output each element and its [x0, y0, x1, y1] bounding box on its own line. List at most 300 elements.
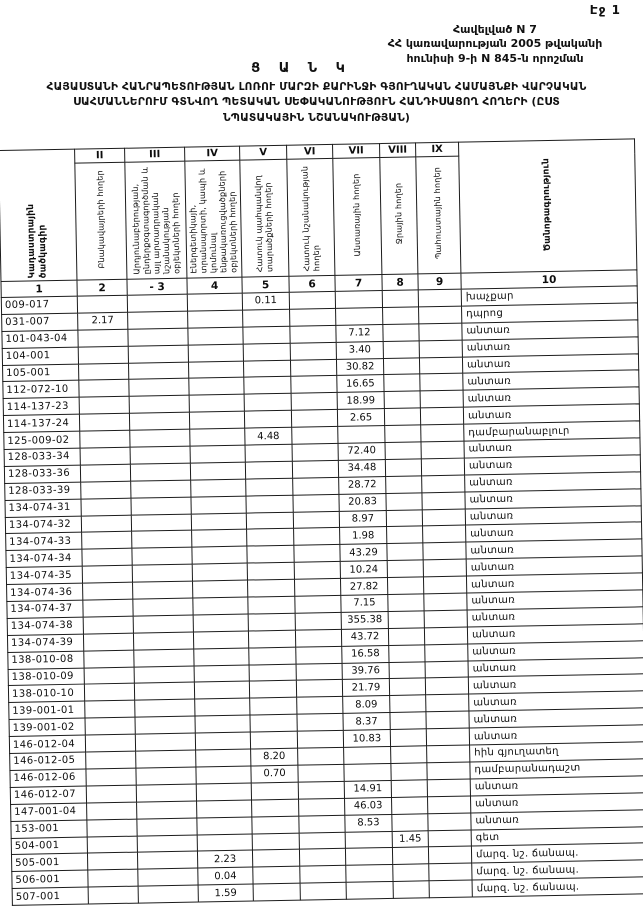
area-value-cell — [290, 359, 336, 377]
note-cell: անտառ — [469, 725, 643, 745]
area-value-cell: 20.83 — [339, 493, 386, 511]
area-value-cell — [197, 834, 252, 852]
area-value-cell — [300, 882, 346, 900]
roman-numeral-VIII: VIII — [380, 143, 416, 158]
area-value-cell — [297, 697, 343, 715]
area-value-cell — [299, 798, 345, 816]
area-value-cell — [424, 593, 467, 611]
area-value-cell — [191, 496, 246, 514]
area-value-cell — [133, 581, 193, 599]
area-value-cell: 1.45 — [392, 830, 428, 848]
area-value-cell — [392, 813, 428, 831]
cadastral-code-header-text: Կադաստրային ծածկագիր — [26, 203, 49, 279]
area-value-cell — [336, 307, 383, 325]
area-value-cell: 0.70 — [251, 765, 298, 783]
subtitle-line: ՍԱՀՄԱՆՆԵՐՈՒՄ ԳՏՆՎՈՂ ՊԵՏԱԿԱՆ ՍԵՓԱԿԱՆՈՒԹՅՈՒՆ ՀԱՆԴԻՍԱՑՈՂ ՀՈՂԵՐԻ (ԸՍՏ — [73, 96, 560, 109]
area-value-cell — [191, 479, 246, 497]
category-header-col-5 — [240, 159, 289, 277]
area-value-cell — [138, 885, 198, 903]
note-cell: անտառ — [464, 455, 640, 475]
area-value-cell — [248, 630, 295, 648]
area-value-cell: 21.79 — [342, 679, 389, 697]
area-value-cell — [195, 715, 250, 733]
area-value-cell — [84, 684, 134, 702]
note-cell: անտառ — [466, 522, 642, 542]
note-cell: անտառ — [469, 691, 643, 711]
area-value-cell — [131, 497, 191, 515]
area-value-cell — [427, 762, 470, 780]
area-value-cell — [194, 648, 249, 666]
area-value-cell — [244, 377, 291, 395]
category-header-col-4 — [185, 160, 242, 278]
area-value-cell — [385, 459, 421, 477]
area-value-cell — [190, 445, 245, 463]
area-value-cell — [426, 728, 469, 746]
appendix-line: ՀՀ կառավարության 2005 թվականի — [387, 37, 603, 51]
column-number-7: 7 — [335, 275, 382, 292]
area-value-cell — [188, 327, 243, 345]
area-value-cell — [249, 664, 296, 682]
area-value-cell — [80, 447, 130, 465]
area-value-cell — [196, 766, 251, 784]
area-value-cell — [297, 730, 343, 748]
area-value-cell — [79, 380, 129, 398]
area-value-cell — [391, 797, 427, 815]
area-value-cell — [386, 476, 422, 494]
column-number-1: 1 — [1, 280, 77, 297]
note-cell: անտառ — [470, 793, 643, 813]
column-number-6: 6 — [289, 275, 335, 292]
area-value-cell — [386, 509, 422, 527]
area-value-cell — [297, 714, 343, 732]
area-value-cell — [135, 716, 195, 734]
area-value-cell — [189, 394, 244, 412]
roman-numeral-VII: VII — [333, 144, 380, 159]
area-value-cell — [383, 324, 419, 342]
area-value-cell — [383, 341, 419, 359]
area-value-cell — [249, 647, 296, 665]
area-value-cell: 30.82 — [336, 358, 383, 376]
cadastral-code-cell: 134-074-35 — [6, 566, 82, 584]
area-value-cell — [128, 311, 188, 329]
area-value-cell — [83, 582, 133, 600]
area-value-cell — [346, 882, 393, 900]
area-value-cell — [298, 747, 344, 765]
area-value-cell — [387, 577, 423, 595]
note-cell: անտառ — [462, 320, 638, 340]
note-cell: անտառ — [470, 776, 643, 796]
area-value-cell: 8.53 — [345, 814, 392, 832]
area-value-cell — [252, 833, 299, 851]
area-value-cell — [295, 595, 341, 613]
area-value-cell: 8.37 — [343, 713, 390, 731]
area-value-cell — [188, 310, 243, 328]
area-value-cell — [246, 478, 293, 496]
area-value-cell — [292, 427, 338, 445]
area-value-cell — [420, 407, 463, 425]
area-value-cell: 2.65 — [337, 409, 384, 427]
area-value-cell — [388, 628, 424, 646]
area-value-cell — [419, 306, 462, 324]
column-number-3: - 3 — [127, 278, 187, 295]
area-value-cell: 28.72 — [339, 476, 386, 494]
area-value-cell — [247, 579, 294, 597]
document-title: Ց Ա Ն Կ — [251, 61, 352, 76]
area-value-cell — [294, 562, 340, 580]
area-value-cell — [134, 649, 194, 667]
note-cell: մարզ. նշ. ճանապ. — [472, 877, 643, 897]
area-value-cell: 14.91 — [344, 780, 391, 798]
area-value-cell — [427, 779, 470, 797]
area-value-cell — [393, 864, 429, 882]
area-value-cell — [244, 410, 291, 428]
cadastral-code-cell: 153-001 — [11, 820, 87, 838]
appendix-line: հունիսի 9-ի N 845-ն որոշման — [406, 51, 584, 65]
area-value-cell — [129, 412, 189, 430]
area-value-cell — [86, 785, 136, 803]
area-value-cell — [248, 596, 295, 614]
note-cell: անտառ — [468, 674, 643, 694]
area-value-cell — [299, 832, 345, 850]
cadastral-code-cell: 114-137-24 — [3, 414, 79, 432]
area-value-cell — [83, 633, 133, 651]
area-value-cell — [424, 610, 467, 628]
note-cell: մարզ. նշ. ճանապ. — [471, 843, 643, 863]
area-value-cell — [383, 357, 419, 375]
area-value-cell: 8.09 — [343, 696, 390, 714]
cadastral-code-cell: 134-074-38 — [7, 617, 83, 635]
category-header-text: Ջրային հողեր — [393, 182, 404, 245]
column-number-2: 2 — [77, 279, 127, 296]
area-value-cell — [81, 498, 131, 516]
area-value-cell — [392, 847, 428, 865]
roman-numeral-IV: IV — [185, 146, 240, 161]
cadastral-code-cell: 139-001-02 — [9, 718, 85, 736]
area-value-cell: 43.29 — [340, 544, 387, 562]
area-value-cell — [292, 443, 338, 461]
category-header-col-2 — [75, 162, 127, 280]
note-cell: անտառ — [469, 708, 643, 728]
area-value-cell — [247, 529, 294, 547]
area-value-cell — [87, 802, 137, 820]
area-value-cell — [79, 413, 129, 431]
area-value-cell — [391, 763, 427, 781]
land-parcels-table — [0, 138, 643, 906]
area-value-cell — [189, 378, 244, 396]
area-value-cell — [128, 328, 188, 346]
area-value-cell — [385, 442, 421, 460]
cadastral-code-cell: 507-001 — [12, 887, 88, 905]
category-header-col-9 — [416, 156, 461, 274]
roman-numeral-IX: IX — [416, 142, 459, 157]
area-value-cell — [424, 627, 467, 645]
area-value-cell: 0.04 — [198, 867, 253, 885]
area-value-cell — [85, 717, 135, 735]
note-cell: անտառ — [467, 590, 643, 610]
area-value-cell — [83, 616, 133, 634]
note-cell: անտառ — [468, 641, 643, 661]
note-cell: հին գյուղատեղ — [470, 742, 643, 762]
column-number-4: 4 — [187, 277, 242, 294]
area-value-cell — [190, 462, 245, 480]
column-number-8: 8 — [382, 274, 418, 291]
area-value-cell — [300, 866, 346, 884]
area-value-cell — [293, 511, 339, 529]
area-value-cell — [243, 309, 290, 327]
area-value-cell — [78, 346, 128, 364]
area-value-cell — [292, 460, 338, 478]
area-value-cell: 34.48 — [338, 459, 385, 477]
area-value-cell — [382, 290, 418, 308]
roman-numeral-III: III — [125, 147, 185, 162]
area-value-cell — [293, 494, 339, 512]
area-value-cell — [196, 783, 251, 801]
area-value-cell — [428, 846, 471, 864]
area-value-cell — [419, 323, 462, 341]
cadastral-code-cell: 138-010-10 — [8, 685, 84, 703]
cadastral-code-cell: 146-012-05 — [10, 752, 86, 770]
area-value-cell — [426, 694, 469, 712]
note-cell: անտառ — [463, 387, 639, 407]
area-value-cell — [197, 817, 252, 835]
area-value-cell — [79, 397, 129, 415]
area-value-cell — [250, 698, 297, 716]
area-value-cell — [190, 428, 245, 446]
area-value-cell — [389, 678, 425, 696]
area-value-cell — [136, 767, 196, 785]
column-number-10: 10 — [461, 270, 637, 289]
area-value-cell — [134, 683, 194, 701]
appendix-reference-block — [360, 23, 630, 66]
area-value-cell — [252, 850, 299, 868]
area-value-cell — [419, 340, 462, 358]
area-value-cell — [289, 291, 335, 309]
area-value-cell — [187, 293, 242, 311]
area-value-cell — [193, 614, 248, 632]
cadastral-code-column-header — [0, 149, 77, 281]
area-value-cell — [133, 632, 193, 650]
area-value-cell — [80, 430, 130, 448]
area-value-cell — [418, 289, 461, 307]
area-value-cell — [136, 784, 196, 802]
subtitle-line: ՀԱՅԱՍՏԱՆԻ ՀԱՆՐԱՊԵՏՈՒԹՅԱՆ ԼՈՌՈՒ ՄԱՐԶԻ ՔԱՐԻՆՋԻ ԳՅՈՒՂԱԿԱՆ ՀԱՄԱՅՆՔԻ ՎԱՐՉԱԿԱՆ — [46, 81, 587, 93]
area-value-cell — [88, 886, 138, 904]
area-value-cell — [132, 564, 192, 582]
category-header-text: Հատուկ պահպանվող տարածքների հողեր — [253, 175, 275, 273]
area-value-cell — [86, 751, 136, 769]
cadastral-code-cell: 105-001 — [3, 364, 79, 382]
roman-numeral-VI: VI — [287, 144, 333, 159]
area-value-cell — [252, 799, 299, 817]
note-cell: դամբարանադաշտ — [470, 759, 643, 779]
area-value-cell — [80, 464, 130, 482]
area-value-cell — [384, 391, 420, 409]
area-value-cell: 10.24 — [340, 561, 387, 579]
category-header-text: Արդյունաբերության, ընդերքօգտագործման և այլ արտադրական նշանակության օբյեկտների հողեր — [130, 166, 181, 275]
land-parcels-table-wrap — [0, 138, 643, 906]
area-value-cell — [250, 714, 297, 732]
area-value-cell: 7.12 — [336, 324, 383, 342]
area-value-cell — [296, 663, 342, 681]
area-value-cell: 8.97 — [339, 510, 386, 528]
area-value-cell — [188, 361, 243, 379]
area-value-cell — [87, 819, 137, 837]
area-value-cell — [79, 363, 129, 381]
area-value-cell — [128, 362, 188, 380]
area-value-cell — [131, 514, 191, 532]
area-value-cell — [195, 698, 250, 716]
area-value-cell — [344, 763, 391, 781]
cadastral-code-cell: 104-001 — [2, 347, 78, 365]
area-value-cell — [344, 747, 391, 765]
category-header-text: Պահուստային հողեր — [432, 166, 444, 260]
note-cell: անտառ — [463, 370, 639, 390]
subtitle-line: ՆՊԱՏԱԿԱՅԻՆ ՆՇԱՆԱԿՈՒԹՅԱՆ) — [222, 111, 411, 124]
area-value-cell — [130, 463, 190, 481]
note-column-header — [459, 139, 637, 273]
note-cell: անտառ — [463, 404, 639, 424]
cadastral-code-cell: 031-007 — [2, 313, 78, 331]
area-value-cell — [389, 661, 425, 679]
note-cell: դպրոց — [462, 303, 638, 323]
area-value-cell — [251, 782, 298, 800]
area-value-cell — [247, 546, 294, 564]
area-value-cell — [421, 424, 464, 442]
area-value-cell — [338, 426, 385, 444]
cadastral-code-cell: 114-137-23 — [3, 397, 79, 415]
cadastral-code-cell: 112-072-10 — [3, 381, 79, 399]
note-cell: անտառ — [465, 472, 641, 492]
area-value-cell — [188, 344, 243, 362]
note-cell: անտառ — [467, 624, 643, 644]
table-body — [1, 286, 643, 906]
area-value-cell — [135, 733, 195, 751]
category-header-text: Անտառային հողեր — [351, 172, 363, 257]
area-value-cell — [294, 579, 340, 597]
area-value-cell — [129, 379, 189, 397]
column-number-5: 5 — [242, 276, 289, 293]
cadastral-code-cell: 146-012-04 — [9, 735, 85, 753]
cadastral-code-cell: 101-043-04 — [2, 330, 78, 348]
area-value-cell — [134, 666, 194, 684]
area-value-cell — [194, 682, 249, 700]
area-value-cell — [299, 815, 345, 833]
area-value-cell — [193, 597, 248, 615]
area-value-cell: 7.15 — [341, 595, 388, 613]
area-value-cell — [428, 830, 471, 848]
area-value-cell — [335, 291, 382, 309]
area-value-cell — [295, 629, 341, 647]
cadastral-code-cell: 009-017 — [1, 296, 77, 314]
cadastral-code-cell: 128-033-39 — [5, 482, 81, 500]
area-value-cell — [383, 307, 419, 325]
area-value-cell — [82, 532, 132, 550]
area-value-cell — [192, 563, 247, 581]
note-cell: անտառ — [466, 539, 642, 559]
cadastral-code-cell: 128-033-36 — [4, 465, 80, 483]
area-value-cell — [253, 883, 300, 901]
area-value-cell — [390, 695, 426, 713]
area-value-cell — [243, 360, 290, 378]
page-number-label: Էջ 1 — [589, 3, 621, 17]
area-value-cell: 27.82 — [340, 578, 387, 596]
area-value-cell — [131, 480, 191, 498]
area-value-cell — [137, 801, 197, 819]
area-value-cell — [87, 853, 137, 871]
area-value-cell — [82, 549, 132, 567]
area-value-cell — [296, 646, 342, 664]
document-subtitle — [4, 80, 629, 126]
area-value-cell — [81, 481, 131, 499]
note-cell: մարզ. նշ. ճանապ. — [472, 860, 643, 880]
category-header-col-6 — [287, 158, 335, 276]
area-value-cell — [422, 509, 465, 527]
area-value-cell: 18.99 — [337, 392, 384, 410]
area-value-cell — [423, 576, 466, 594]
cadastral-code-cell: 147-001-04 — [11, 803, 87, 821]
area-value-cell — [386, 493, 422, 511]
area-value-cell — [247, 562, 294, 580]
area-value-cell — [132, 531, 192, 549]
area-value-cell — [298, 764, 344, 782]
area-value-cell — [195, 732, 250, 750]
area-value-cell — [384, 408, 420, 426]
area-value-cell: 16.65 — [337, 375, 384, 393]
area-value-cell — [246, 512, 293, 530]
area-value-cell — [290, 308, 336, 326]
area-value-cell — [419, 357, 462, 375]
area-value-cell — [295, 612, 341, 630]
area-value-cell — [244, 394, 291, 412]
category-header-text: Էներգետիկայի, տրանսպորտի, կապի և կոմունալ ենթակառուցվածքների օբյեկտների հողեր — [188, 168, 239, 274]
note-cell: անտառ — [467, 607, 643, 627]
area-value-cell — [85, 734, 135, 752]
note-cell: անտառ — [464, 438, 640, 458]
area-value-cell — [194, 665, 249, 683]
area-value-cell — [84, 650, 134, 668]
roman-numeral-II: II — [75, 148, 125, 163]
area-value-cell: 2.23 — [197, 850, 252, 868]
category-header-text: Բնակավայրերի հողեր — [94, 169, 106, 269]
cadastral-code-cell: 134-074-31 — [5, 499, 81, 517]
area-value-cell — [421, 441, 464, 459]
area-value-cell — [427, 745, 470, 763]
area-value-cell — [294, 528, 340, 546]
area-value-cell — [420, 390, 463, 408]
area-value-cell — [298, 781, 344, 799]
area-value-cell — [138, 868, 198, 886]
note-cell: խաչքար — [461, 286, 637, 306]
area-value-cell — [393, 881, 429, 899]
area-value-cell: 2.17 — [78, 312, 128, 330]
area-value-cell: 39.76 — [342, 662, 389, 680]
area-value-cell — [290, 342, 336, 360]
area-value-cell: 16.58 — [342, 645, 389, 663]
area-value-cell — [85, 701, 135, 719]
area-value-cell — [197, 800, 252, 818]
area-value-cell — [137, 818, 197, 836]
area-value-cell — [243, 343, 290, 361]
area-value-cell — [136, 750, 196, 768]
column-number-9: 9 — [418, 273, 461, 290]
area-value-cell: 0.11 — [242, 292, 289, 310]
note-cell: անտառ — [465, 489, 641, 509]
area-value-cell: 4.48 — [245, 427, 292, 445]
cadastral-code-cell: 134-074-39 — [7, 634, 83, 652]
area-value-cell: 10.83 — [343, 730, 390, 748]
area-value-cell — [249, 681, 296, 699]
cadastral-code-cell: 134-074-34 — [6, 549, 82, 567]
